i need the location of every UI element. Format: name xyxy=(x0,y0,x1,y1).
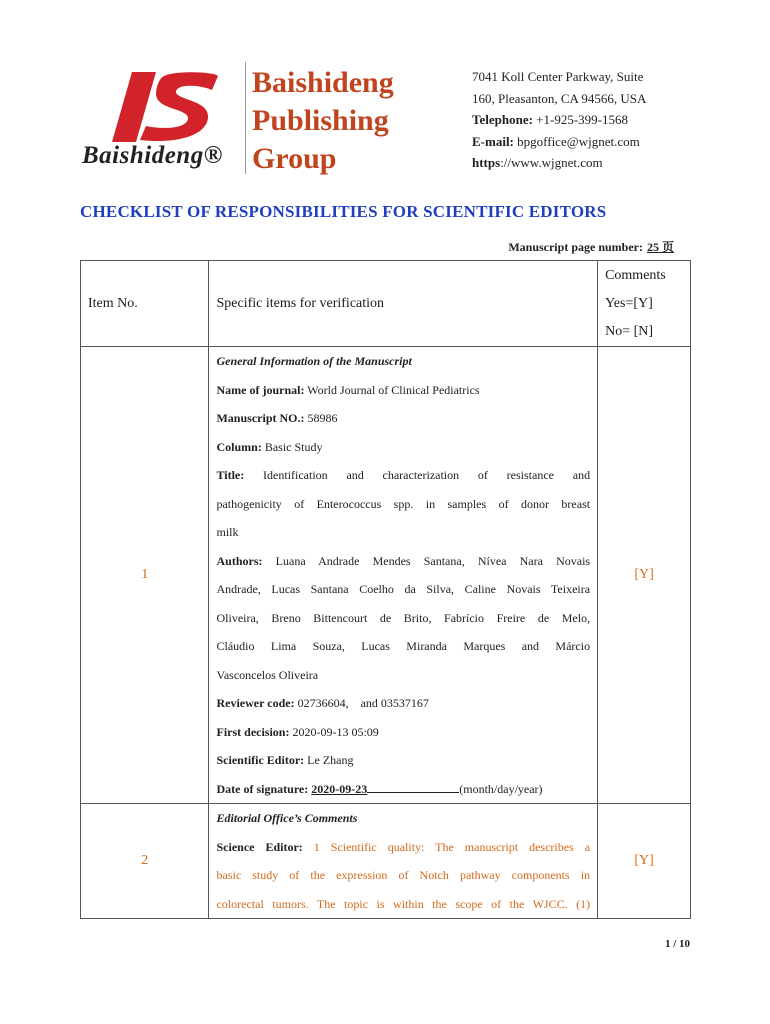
science-editor-comment-3: colorectal tumors. The topic is within the scope of the WJCC. (1) xyxy=(216,896,591,911)
science-editor-label: Science Editor: xyxy=(216,839,303,854)
manuscript-no-value: 58986 xyxy=(307,411,338,425)
reviewer-value: 02736604, and 03537167 xyxy=(297,696,429,710)
table-row xyxy=(81,804,691,919)
manuscript-page-value: 25 页 xyxy=(646,240,674,254)
column-value: Basic Study xyxy=(264,439,323,454)
authors-line-1 xyxy=(216,547,590,576)
column-label: Column: xyxy=(216,439,262,454)
comment-value: [Y] xyxy=(598,347,691,804)
checklist-table xyxy=(80,260,691,919)
journal-value: World Journal of Clinical Pediatrics xyxy=(307,382,480,397)
address-line-2: 160, Pleasanton, CA 94566, USA xyxy=(472,90,647,106)
title-label: Title: xyxy=(216,468,245,482)
manuscript-no-label: Manuscript NO.: xyxy=(216,411,305,425)
general-information-cell xyxy=(209,347,598,804)
baishideng-logo-mark-icon xyxy=(106,70,236,144)
scientific-editor-value: Le Zhang xyxy=(307,753,354,767)
header-no-legend: No= [N] xyxy=(605,323,654,339)
logo-name-line-1: Baishideng xyxy=(252,66,394,99)
editorial-comments-cell xyxy=(209,804,598,919)
reviewer-label: Reviewer code: xyxy=(216,696,295,710)
telephone-line xyxy=(472,109,646,131)
email-label: E-mail: xyxy=(472,133,514,149)
logo-script-text: Baishideng® xyxy=(82,142,223,169)
signature-date-value: 2020-09-23 xyxy=(311,781,368,796)
title-line-3: milk xyxy=(216,525,239,539)
email-line xyxy=(472,131,646,153)
table-header-row xyxy=(81,261,691,347)
website-line xyxy=(472,152,646,174)
title-value-1: Identification and characterization of resistance and xyxy=(263,468,591,482)
authors-line-5: Vasconcelos Oliveira xyxy=(216,667,319,682)
column-line xyxy=(216,433,590,462)
telephone-label: Telephone: xyxy=(472,112,533,127)
publisher-logo xyxy=(80,60,480,180)
reviewer-line xyxy=(216,689,590,718)
signature-date-line xyxy=(216,775,590,804)
authors-line-4: Cláudio Lima Souza, Lucas Miranda Marques and Márcio xyxy=(216,639,591,653)
header-comments-label: Comments xyxy=(605,267,666,283)
signature-underline xyxy=(367,780,459,793)
website-value[interactable]: ://www.wjgnet.com xyxy=(500,155,603,170)
contact-address xyxy=(472,66,646,174)
section-heading: General Information of the Manuscript xyxy=(216,354,412,368)
header-comments xyxy=(598,261,691,347)
logo-name-line-2: Publishing xyxy=(252,104,389,137)
first-decision-value: 2020-09-13 05:09 xyxy=(292,724,379,739)
address-line-1: 7041 Koll Center Parkway, Suite xyxy=(472,69,644,84)
signature-date-format: (month/day/year) xyxy=(459,781,543,796)
science-editor-comment-2: basic study of the expression of Notch pathway components in xyxy=(216,868,591,882)
scientific-editor-line xyxy=(216,746,590,775)
journal-line xyxy=(216,376,590,405)
authors-line-3: Oliveira, Breno Bittencourt de Brito, Fabrício Freire de Melo, xyxy=(216,610,591,625)
authors-line-2: Andrade, Lucas Santana Coelho da Silva, Caline Novais Teixeira xyxy=(216,582,591,596)
science-editor-comment-1: 1 Scientific quality: The manuscript describes a xyxy=(313,839,591,854)
logo-divider xyxy=(245,62,246,174)
journal-label: Name of journal: xyxy=(216,382,305,397)
row-number: 2 xyxy=(81,804,209,919)
section-heading: Editorial Office’s Comments xyxy=(216,811,358,825)
telephone-value: +1-925-399-1568 xyxy=(536,112,628,127)
table-row xyxy=(81,347,691,804)
manuscript-page-number xyxy=(508,238,690,255)
logo-name xyxy=(252,64,394,178)
manuscript-page-label: Manuscript page number: xyxy=(508,240,643,254)
header-item-no: Item No. xyxy=(81,261,209,347)
signature-date-label: Date of signature: xyxy=(216,781,309,796)
scientific-editor-label: Scientific Editor: xyxy=(216,753,305,767)
page-number: 1 / 10 xyxy=(664,938,690,950)
title-line-2: pathogenicity of Enterococcus spp. in samples of donor breast xyxy=(216,496,591,511)
header-specific-items: Specific items for verification xyxy=(209,261,598,347)
first-decision-line xyxy=(216,718,590,747)
comment-value: [Y] xyxy=(598,804,691,919)
title-line-1 xyxy=(216,461,590,490)
authors-label: Authors: xyxy=(216,553,263,568)
document-title: CHECKLIST OF RESPONSIBILITIES FOR SCIENTIFIC EDITORS xyxy=(80,202,607,221)
email-value[interactable]: bpgoffice@wjgnet.com xyxy=(517,133,640,149)
authors-value-1: Luana Andrade Mendes Santana, Nívea Nara Novais xyxy=(275,553,591,568)
website-label: https xyxy=(472,155,501,170)
row-number: 1 xyxy=(81,347,209,804)
first-decision-label: First decision: xyxy=(216,724,290,739)
science-editor-line-1 xyxy=(216,833,590,862)
logo-name-line-3: Group xyxy=(252,142,337,175)
manuscript-no-line xyxy=(216,404,590,433)
header-yes-legend: Yes=[Y] xyxy=(605,295,653,311)
